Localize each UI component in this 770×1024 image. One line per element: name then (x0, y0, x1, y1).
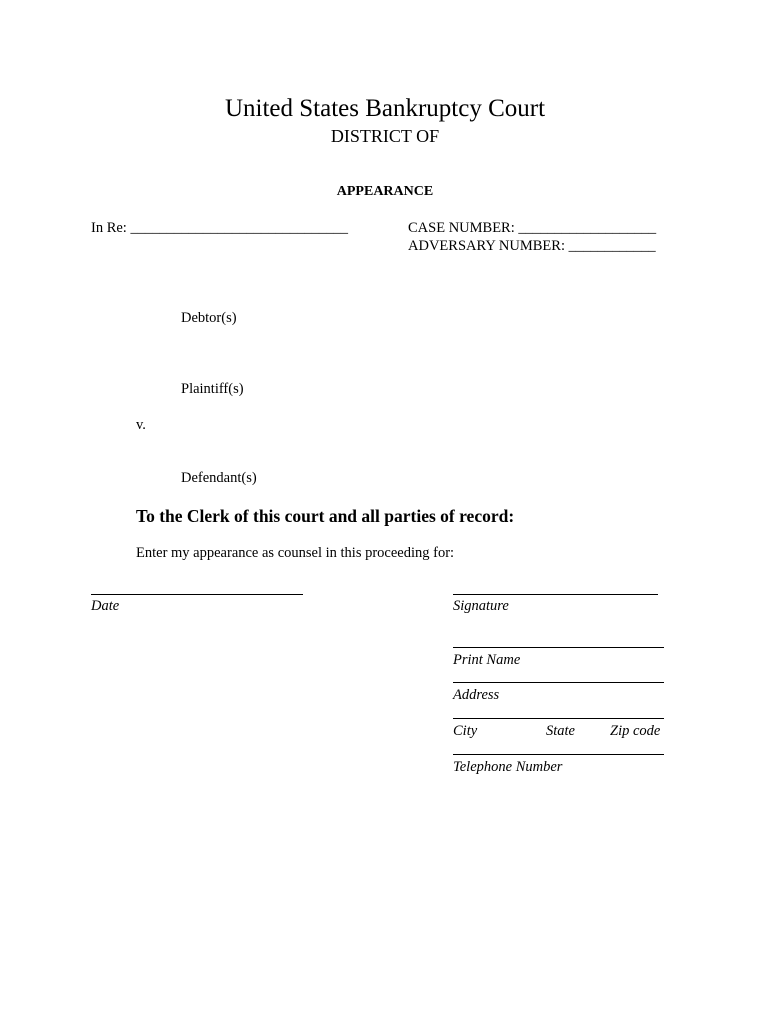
address-label: Address (453, 687, 500, 703)
address-line (453, 682, 664, 683)
adversary-number-field: ADVERSARY NUMBER: ____________ (408, 238, 656, 254)
debtors-label: Debtor(s) (181, 310, 237, 326)
date-line (91, 594, 303, 595)
print-name-label: Print Name (453, 652, 521, 668)
versus-label: v. (136, 417, 146, 433)
form-title: APPEARANCE (336, 184, 434, 199)
telephone-label: Telephone Number (453, 759, 563, 775)
signature-label: Signature (453, 598, 509, 614)
appearance-statement: Enter my appearance as counsel in this proceeding for: (136, 545, 455, 561)
clerk-heading: To the Clerk of this court and all parties of record: (136, 506, 515, 526)
in-re-field: In Re: ______________________________ (91, 220, 348, 236)
court-title: United States Bankruptcy Court (224, 95, 546, 122)
plaintiffs-label: Plaintiff(s) (181, 381, 244, 397)
defendants-label: Defendant(s) (181, 470, 257, 486)
state-label: State (546, 723, 575, 739)
city-state-zip-line (453, 718, 664, 719)
print-name-line (453, 647, 664, 648)
zip-code-label: Zip code (610, 723, 661, 739)
district-heading: DISTRICT OF (330, 126, 440, 146)
telephone-line (453, 754, 664, 755)
signature-line (453, 594, 658, 595)
date-label: Date (91, 598, 120, 614)
case-number-field: CASE NUMBER: ___________________ (408, 220, 657, 236)
city-label: City (453, 723, 478, 739)
